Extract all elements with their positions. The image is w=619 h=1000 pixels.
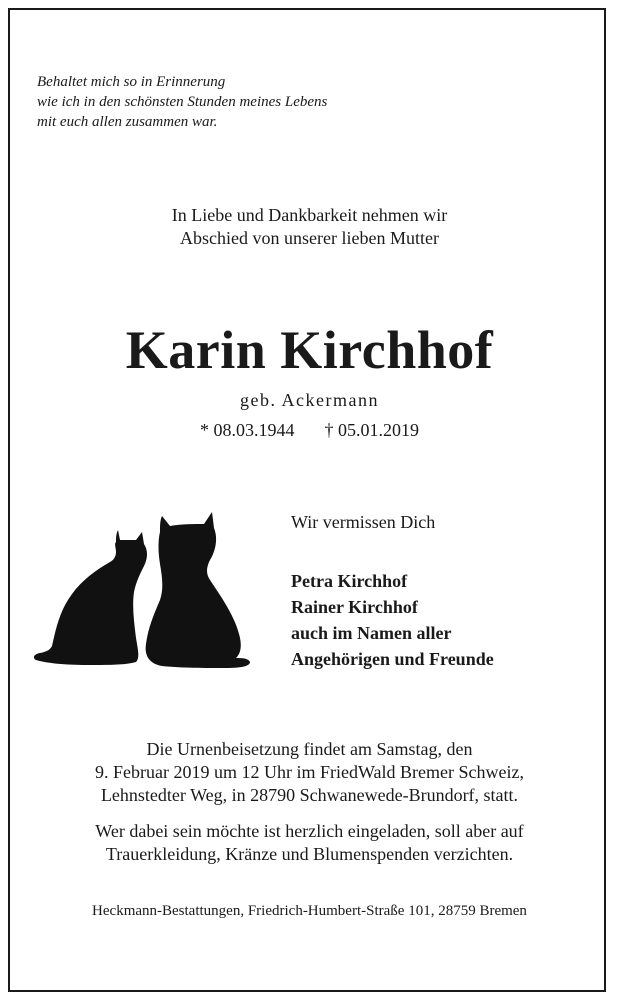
- signer-line: auch im Namen aller: [291, 623, 452, 643]
- birth-name: geb. Ackermann: [240, 390, 379, 410]
- funeral-line: Lehnstedter Weg, in 28790 Schwanewede-Brundorf, statt.: [100, 785, 519, 805]
- invite-line: Wer dabei sein möchte ist herzlich eingeladen, soll aber auf: [95, 821, 524, 841]
- motto-quote: [37, 72, 437, 132]
- undertaker-address: Heckmann-Bestattungen, Friedrich-Humbert-Straße 101, 28759 Bremen: [92, 903, 527, 919]
- death-date: † 05.01.2019: [324, 420, 419, 440]
- funeral-line: 9. Februar 2019 um 12 Uhr im FriedWald Bremer Schweiz,: [95, 762, 524, 782]
- deceased-name: Karin Kirchhof: [125, 320, 494, 380]
- motto-line: mit euch allen zusammen war.: [37, 114, 218, 130]
- intro-text: [0, 204, 619, 250]
- signer-line: Petra Kirchhof: [291, 571, 408, 591]
- invite-line: Trauerkleidung, Kränze und Blumenspenden verzichten.: [105, 844, 514, 864]
- signer-line: Angehörigen und Freunde: [291, 649, 494, 669]
- invite-text: [0, 820, 619, 866]
- large-cat-icon: [146, 512, 250, 668]
- signer-line: Rainer Kirchhof: [291, 597, 418, 617]
- intro-line: In Liebe und Dankbarkeit nehmen wir: [171, 205, 448, 225]
- birth-date: * 08.03.1944: [200, 420, 295, 440]
- motto-line: wie ich in den schönsten Stunden meines Lebens: [37, 94, 328, 110]
- signers-list: [291, 568, 494, 672]
- funeral-line: Die Urnenbeisetzung findet am Samstag, den: [146, 739, 473, 759]
- intro-line: Abschied von unserer lieben Mutter: [180, 228, 439, 248]
- life-dates: [0, 418, 619, 442]
- funeral-info: [0, 738, 619, 807]
- small-cat-icon: [34, 530, 147, 665]
- message-text: Wir vermissen Dich: [291, 512, 436, 532]
- cats-silhouette-icon: [30, 510, 252, 670]
- motto-line: Behaltet mich so in Erinnerung: [37, 74, 226, 90]
